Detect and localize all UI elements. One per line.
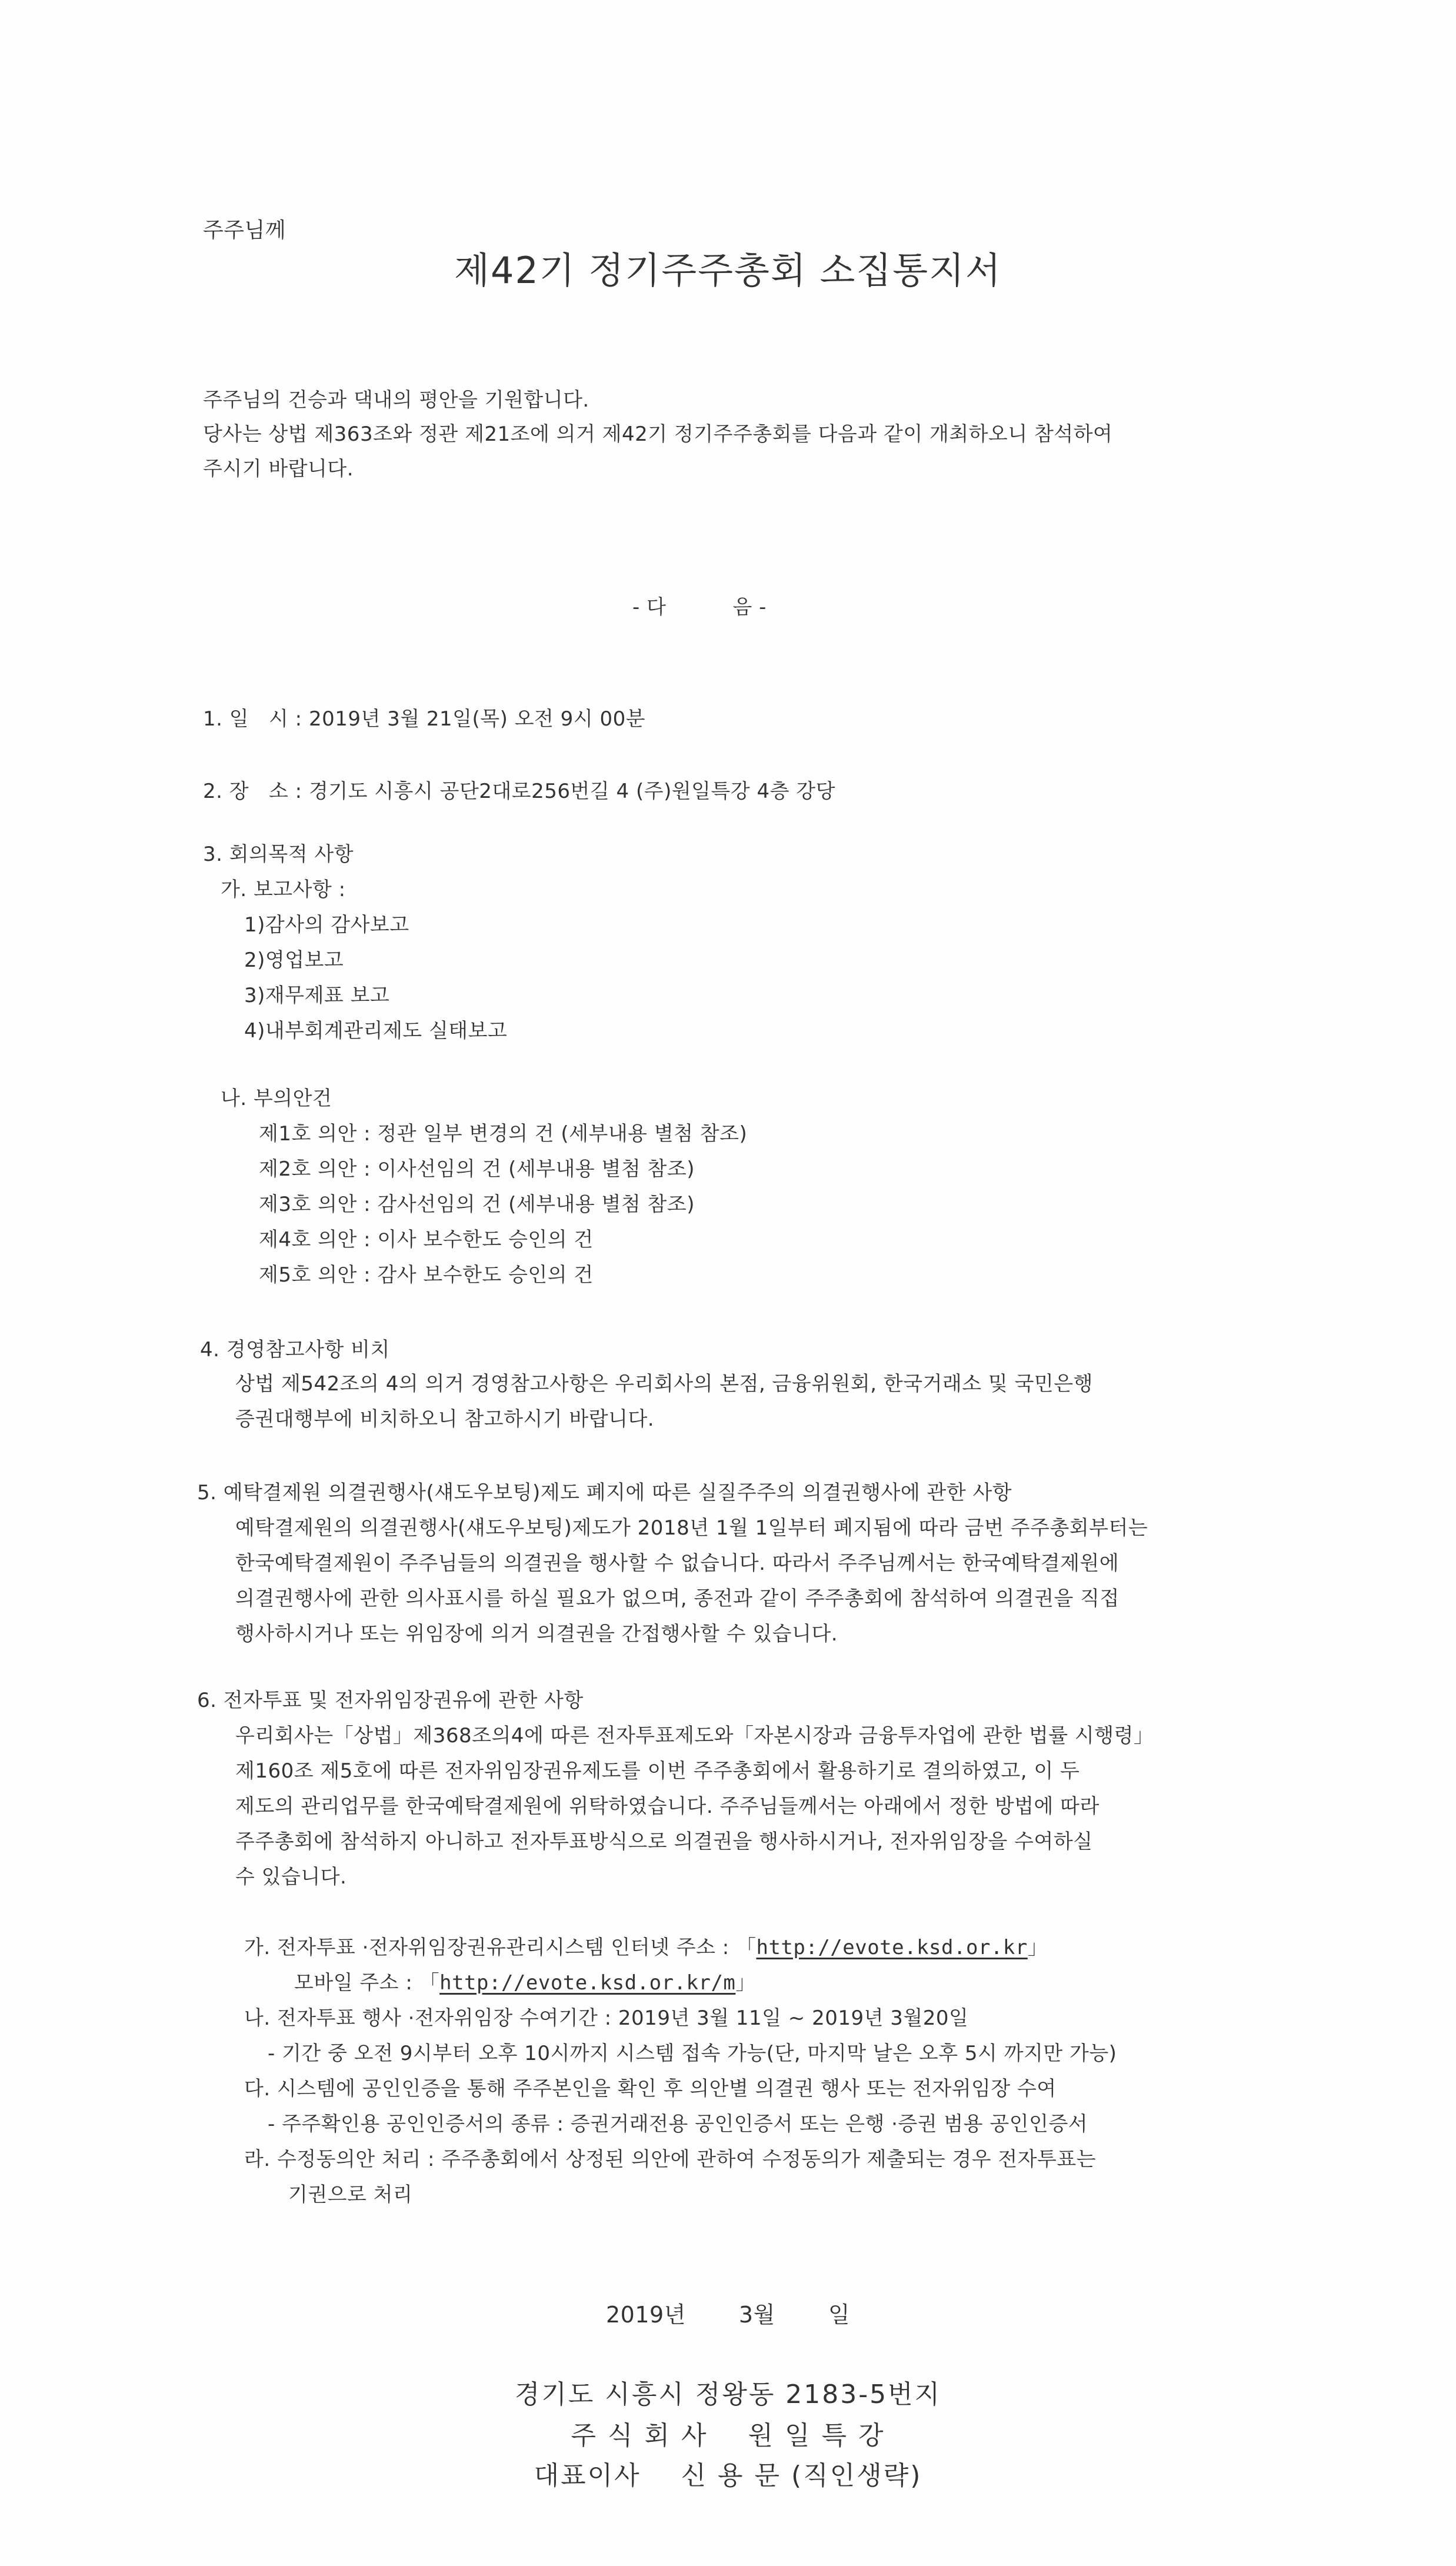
item-3-heading: 3. 회의목적 사항 [203,843,354,866]
company-address: 경기도 시흥시 정왕동 2183-5번지 [514,2379,942,2409]
evote-period: 나. 전자투표 행사 ·전자위임장 수여기간 : 2019년 3월 11일 ~ 2019년 3월20일 [244,2006,969,2030]
resolution-item-5: 제5호 의안 : 감사 보수한도 승인의 건 [259,1263,594,1287]
greeting-line-3: 주시기 바랍니다. [203,457,354,481]
item-5-body-4: 행사하시거나 또는 위임장에 의거 의결권을 간접행사할 수 있습니다. [235,1622,838,1646]
report-heading: 가. 보고사항 : [221,878,346,901]
resolution-item-3: 제3호 의안 : 감사선임의 건 (세부내용 별첨 참조) [259,1193,695,1216]
report-item-2: 2)영업보고 [244,948,344,972]
item-2-value: 경기도 시흥시 공단2대로256번길 4 (주)원일특강 4층 강당 [308,780,835,803]
report-item-4: 4)내부회계관리제도 실태보고 [244,1019,508,1043]
date-year: 2019년 [606,2302,686,2328]
greeting-line-2: 당사는 상법 제363조와 정관 제21조에 의거 제42기 정기주주총회를 다음과 같이 개최하오니 참석하여 [203,422,1113,446]
item-6-body-4: 주주총회에 참석하지 아니하고 전자투표방식으로 의결권을 행사하시거나, 전자위임장을 수여하실 [235,1830,1093,1853]
page-title: 제42기 정기주주총회 소집통지서 [454,249,1002,292]
item-5-body-2: 한국예탁결제원이 주주님들의 의결권을 행사할 수 없습니다. 따라서 주주님께서는 한국예탁결제원에 [235,1552,1120,1575]
date-month: 3월 [738,2302,775,2328]
evote-certificate: 다. 시스템에 공인인증을 통해 주주본인을 확인 후 의안별 의결권 행사 또는 전자위임장 수여 [244,2077,1057,2101]
evote-internet-prefix: 가. 전자투표 ·전자위임장권유관리시스템 인터넷 주소 : 「 [244,1936,757,1959]
evote-amendment: 라. 수정동의안 처리 : 주주총회에서 상정된 의안에 관하여 수정동의가 제출되는 경우 전자투표는 [244,2148,1097,2171]
greeting-line-1: 주주님의 건승과 댁내의 평안을 기원합니다. [203,388,589,412]
notice-date [606,2302,850,2328]
resolutions-heading: 나. 부의안건 [221,1087,332,1110]
item-4-body-1: 상법 제542조의 4의 의거 경영참고사항은 우리회사의 본점, 금융위원회, 한국거래소 및 국민은행 [235,1372,1093,1396]
item-4-heading: 4. 경영참고사항 비치 [200,1338,390,1362]
separator-heading: - 다 음 - [632,595,767,619]
evote-mobile-suffix: 」 [735,1971,756,1995]
date-day: 일 [828,2302,851,2328]
item-1-label: 1. 일 시 : [203,707,302,731]
item-6-body-1: 우리회사는「상법」제368조의4에 따른 전자투표제도와「자본시장과 금융투자업에 관한 법률 시행령」 [235,1724,1154,1748]
salutation: 주주님께 [203,218,286,242]
item-5-body-3: 의결권행사에 관한 의사표시를 하실 필요가 없으며, 종전과 같이 주주총회에 참석하여 의결권을 직접 [235,1587,1120,1610]
item-5-heading: 5. 예탁결제원 의결권행사(섀도우보팅)제도 폐지에 따른 실질주주의 의결권행사에 관한 사항 [197,1481,1012,1505]
resolution-item-2: 제2호 의안 : 이사선임의 건 (세부내용 별첨 참조) [259,1157,695,1181]
evote-internet-suffix: 」 [1027,1936,1048,1959]
evote-internet-address [244,1935,1048,1961]
item-4-body-2: 증권대행부에 비치하오니 참고하시기 바랍니다. [235,1407,655,1431]
item-5-body-1: 예탁결제원의 의결권행사(섀도우보팅)제도가 2018년 1월 1일부터 폐지됨에 따라 금번 주주총회부터는 [235,1516,1148,1540]
evote-amendment-cont: 기권으로 처리 [288,2183,413,2206]
item-2-location [203,778,835,804]
evote-certificate-note: - 주주확인용 공인인증서의 종류 : 증권거래전용 공인인증서 또는 은행 ·증권 범용 공인인증서 [268,2112,1088,2136]
ceo-signature: 대표이사 신 용 문 (직인생략) [534,2461,922,2491]
item-6-heading: 6. 전자투표 및 전자위임장권유에 관한 사항 [197,1689,584,1712]
item-6-body-2: 제160조 제5호에 따른 전자위임장권유제도를 이번 주주총회에서 활용하기로 결의하였고, 이 두 [235,1759,1080,1783]
report-item-3: 3)재무제표 보고 [244,984,390,1007]
item-1-datetime [203,706,645,732]
item-6-body-5: 수 있습니다. [235,1865,347,1889]
evote-internet-link[interactable]: http://evote.ksd.or.kr [756,1936,1028,1959]
resolution-item-1: 제1호 의안 : 정관 일부 변경의 건 (세부내용 별첨 참조) [259,1122,748,1146]
evote-mobile-prefix: 모바일 주소 : 「 [294,1971,440,1995]
evote-mobile-address [294,1970,756,1996]
evote-mobile-link[interactable]: http://evote.ksd.or.kr/m [439,1971,736,1995]
item-1-value: 2019년 3월 21일(목) 오전 9시 00분 [308,707,646,731]
report-item-1: 1)감사의 감사보고 [244,913,409,937]
item-2-label: 2. 장 소 : [203,780,302,803]
resolution-item-4: 제4호 의안 : 이사 보수한도 승인의 건 [259,1228,594,1252]
evote-period-note: - 기간 중 오전 9시부터 오후 10시까지 시스템 접속 가능(단, 마지막 날은 오후 5시 까지만 가능) [268,2042,1117,2065]
item-6-body-3: 제도의 관리업무를 한국예탁결제원에 위탁하였습니다. 주주님들께서는 아래에서 정한 방법에 따라 [235,1795,1100,1818]
company-name: 주 식 회 사 원 일 특 강 [571,2421,885,2451]
